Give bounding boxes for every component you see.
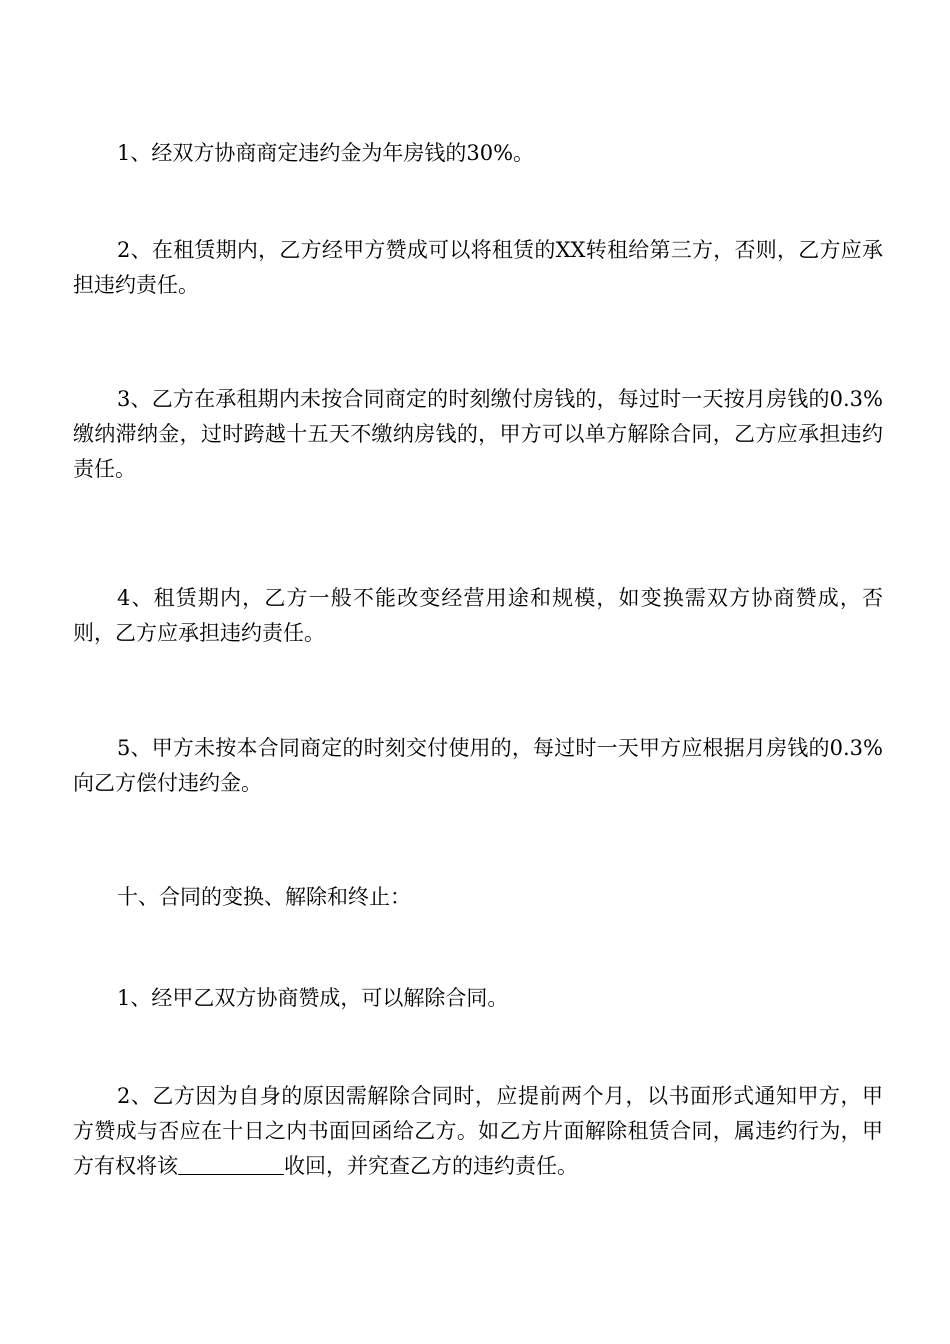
- clause-text-after-blank: 收回，并究查乙方的违约责任。: [284, 1154, 578, 1178]
- fill-in-blank: [178, 1154, 284, 1175]
- clause-mutual-termination: 1、经甲乙双方协商赞成，可以解除合同。: [117, 986, 509, 1010]
- clause-penalty-rate: 1、经双方协商商定违约金为年房钱的30%。: [117, 141, 535, 165]
- clause-late-delivery: 5、甲方未按本合同商定的时刻交付使用的，每过时一天甲方应根据月房钱的0.3%向乙方偿付违约金。: [73, 736, 883, 795]
- clause-sublease: 2、在租赁期内，乙方经甲方赞成可以将租赁的XX转租给第三方，否则，乙方应承担违约责任。: [73, 238, 883, 297]
- clause-unilateral-termination: [73, 1079, 883, 1184]
- clause-text-before-blank: 2、乙方因为自身的原因需解除合同时，应提前两个月，以书面形式通知甲方，甲方赞成与否应在十日之内书面回函给乙方。如乙方片面解除租赁合同，属违约行为，甲方有权将该: [73, 1084, 883, 1178]
- section-heading-termination: 十、合同的变换、解除和终止：: [117, 885, 411, 909]
- clause-late-payment: 3、乙方在承租期内未按合同商定的时刻缴付房钱的，每过时一天按月房钱的0.3%缴纳滞纳金，过时跨越十五天不缴纳房钱的，甲方可以单方解除合同，乙方应承担违约责任。: [73, 387, 883, 481]
- clause-usage-change: 4、租赁期内，乙方一般不能改变经营用途和规模，如变换需双方协商赞成，否则，乙方应承担违约责任。: [73, 586, 883, 645]
